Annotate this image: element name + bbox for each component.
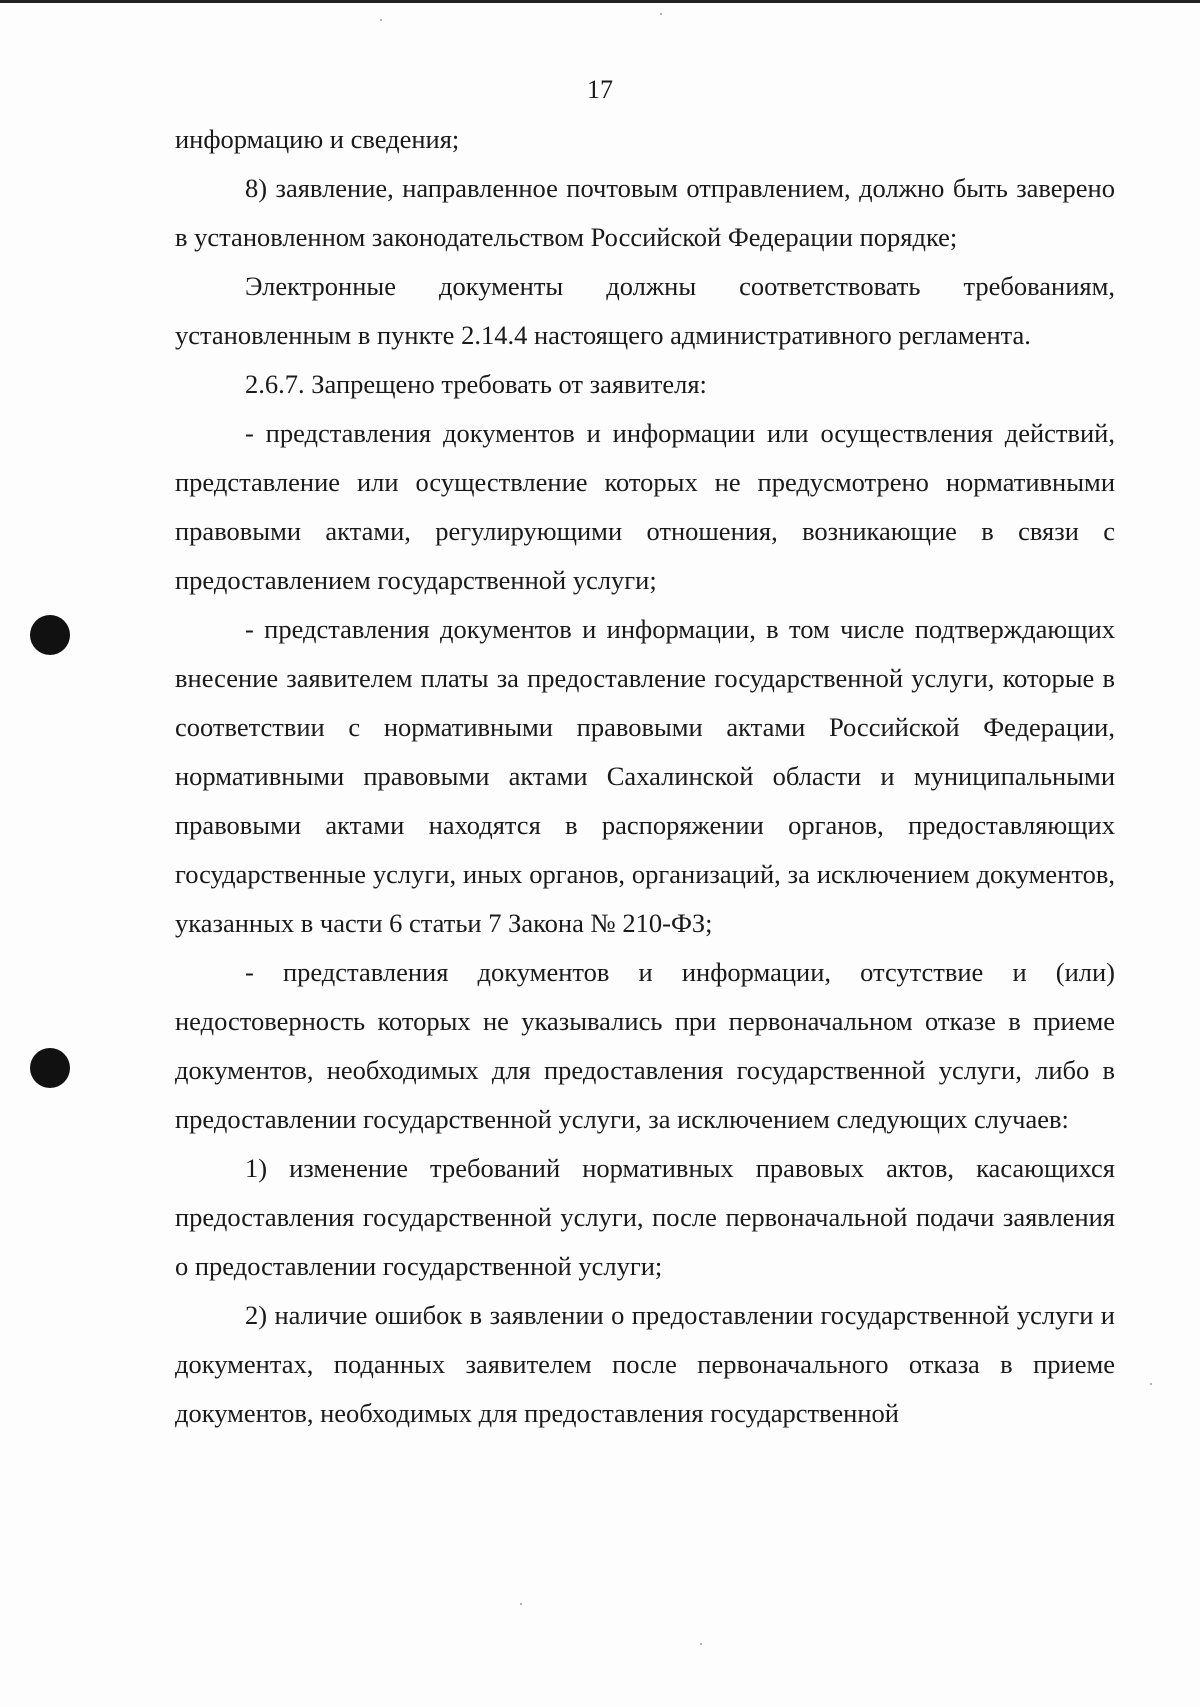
punch-hole-mark <box>30 615 70 655</box>
paragraph-4: 2.6.7. Запрещено требовать от заявителя: <box>245 369 707 399</box>
paragraph-9: 2) наличие ошибок в заявлении о предоставлении государственной услуги и документах, поданных заявителем после первоначального отказа в приеме документов, необходимых для предоставления государственной <box>175 1300 1115 1428</box>
scan-speck <box>380 19 382 21</box>
scan-speck <box>700 1643 702 1645</box>
paragraph-8: 1) изменение требований нормативных правовых актов, касающихся предоставления государственной услуги, после первоначальной подачи заявления о предоставлении государственной услуги; <box>175 1153 1115 1281</box>
paragraph-5: - представления документов и информации или осуществления действий, представление или осуществление которых не предусмотрено нормативными правовыми актами, регулирующими отношения, возникающие в связи с предоставлением государственной услуги; <box>175 418 1115 595</box>
page-number: 17 <box>587 75 613 104</box>
punch-hole-mark <box>30 1048 70 1088</box>
paragraph-7: - представления документов и информации, отсутствие и (или) недостоверность которых не указывались при первоначальном отказе в приеме документов, необходимых для предоставления государственной услуги, либо в предоставлении государственной услуги, за исключением следующих случаев: <box>175 957 1115 1134</box>
scan-speck <box>660 13 662 15</box>
scan-speck <box>1150 1383 1152 1385</box>
paragraph-6: - представления документов и информации, в том числе подтверждающих внесение заявителем платы за предоставление государственной услуги, которые в соответствии с нормативными правовыми актами Российской Федерации, нормативными правовыми актами Сахалинской области и муниципальными правовыми актами находятся в распоряжении органов, предоставляющих государственные услуги, иных органов, организаций, за исключением документов, указанных в части 6 статьи 7 Закона № 210-ФЗ; <box>175 614 1115 938</box>
paragraph-1: информацию и сведения; <box>175 124 460 154</box>
document-body <box>175 115 1115 1438</box>
scan-speck <box>520 1603 522 1605</box>
paragraph-3: Электронные документы должны соответствовать требованиям, установленным в пункте 2.14.4 настоящего административного регламента. <box>175 271 1115 350</box>
paragraph-2: 8) заявление, направленное почтовым отправлением, должно быть заверено в установленном законодательством Российской Федерации порядке; <box>175 173 1115 252</box>
